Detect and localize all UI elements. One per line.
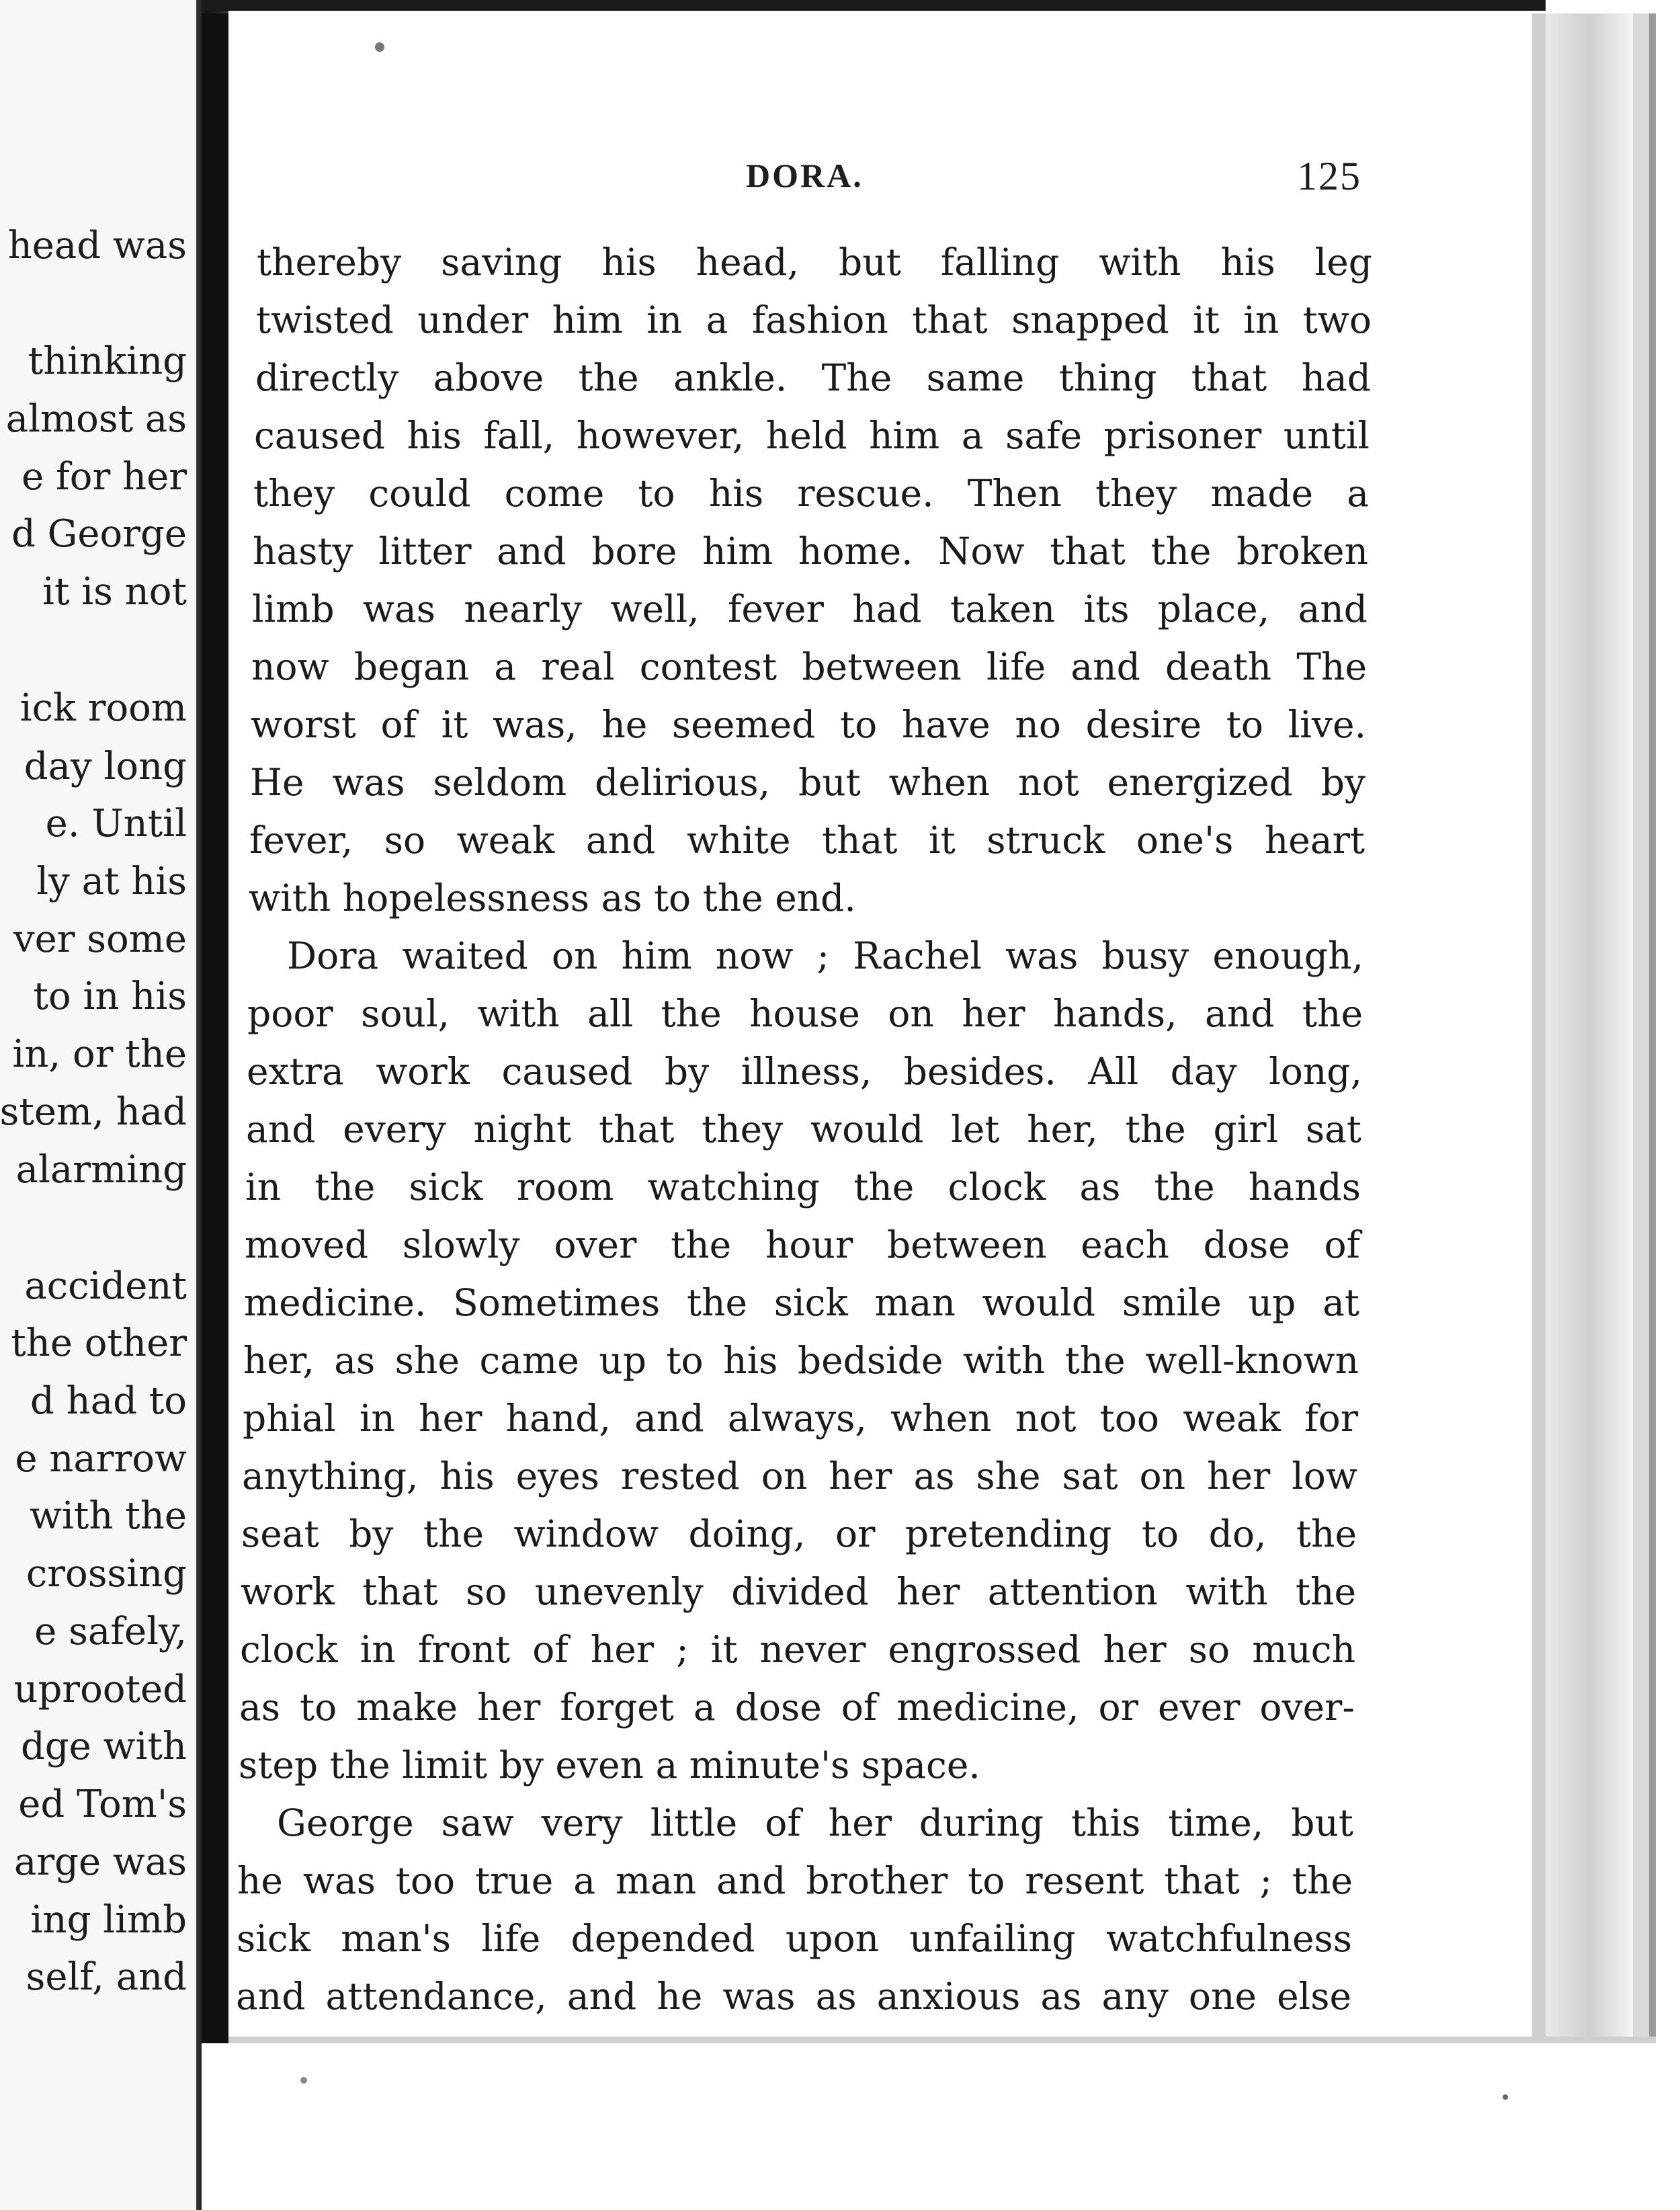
- text-line: hasty litter and bore him home. Now that the broken: [253, 530, 1368, 573]
- text-line: seat by the window doing, or pretending to do, the: [241, 1512, 1357, 1555]
- text-line: and every night that they would let her, the girl sat: [246, 1108, 1361, 1151]
- left-page-line: it is not: [42, 570, 187, 614]
- text-line: and attendance, and he was as anxious as any one else: [236, 1975, 1351, 2018]
- text-line: with hopelessness as to the end.: [249, 876, 856, 919]
- page-number: 125: [1297, 154, 1361, 198]
- left-page-line: in, or the: [12, 1032, 187, 1076]
- text-line: worst of it was, he seemed to have no desire to live.: [251, 703, 1366, 746]
- text-line: her, as she came up to his bedside with the well-known: [243, 1339, 1359, 1382]
- text-line: caused his fall, however, held him a safe prisoner until: [254, 414, 1370, 457]
- text-line: poor soul, with all the house on her hands, and the: [247, 992, 1363, 1035]
- text-line: anything, his eyes rested on her as she sat on her low: [242, 1455, 1357, 1498]
- text-line: they could come to his rescue. Then they made a: [253, 472, 1369, 515]
- left-page-line: e safely,: [34, 1610, 187, 1653]
- text-line: sick man's life depended upon unfailing watchfulness: [237, 1917, 1352, 1960]
- text-line: now began a real contest between life and death The: [251, 645, 1367, 688]
- left-page-line: alarming: [15, 1148, 187, 1192]
- text-line: work that so unevenly divided her attention with the: [241, 1570, 1356, 1613]
- left-page-line: e. Until: [45, 802, 187, 846]
- left-page-line: crossing: [26, 1552, 187, 1596]
- left-page-line: head was: [7, 224, 187, 268]
- left-page-line: stem, had: [0, 1090, 187, 1134]
- left-page-line: ly at his: [36, 860, 187, 903]
- left-page-line: accident: [24, 1264, 187, 1308]
- text-line: directly above the ankle. The same thing that had: [255, 356, 1371, 399]
- left-page-line: to in his: [33, 975, 187, 1018]
- left-page-line: d had to: [30, 1379, 187, 1423]
- left-page-line: uprooted: [13, 1668, 187, 1711]
- left-page-line: thinking: [28, 339, 187, 383]
- left-page-line: ing limb: [30, 1898, 187, 1942]
- text-line: George saw very little of her during this time, but: [277, 1801, 1353, 1844]
- text-line: Dora waited on him now ; Rachel was busy enough,: [287, 934, 1363, 977]
- text-line: in the sick room watching the clock as the hands: [245, 1165, 1361, 1209]
- left-page-line: self, and: [26, 1955, 187, 1999]
- left-page-line: the other: [11, 1321, 187, 1365]
- left-page-line: ick room: [19, 686, 187, 730]
- left-page-line: ver some: [13, 917, 187, 961]
- left-page-line: arge was: [13, 1840, 187, 1884]
- left-page-line: with the: [30, 1494, 187, 1538]
- left-page-line: dge with: [20, 1725, 187, 1768]
- text-line: thereby saving his head, but falling with his leg: [257, 241, 1372, 284]
- left-page-line: almost as: [5, 397, 187, 441]
- text-line: fever, so weak and white that it struck one's heart: [249, 819, 1365, 862]
- text-line: medicine. Sometimes the sick man would smile up at: [244, 1281, 1359, 1324]
- left-page-line: d George: [11, 512, 187, 556]
- left-page-line: day long: [24, 745, 187, 788]
- left-page-line: e narrow: [15, 1437, 187, 1481]
- text-line: limb was nearly well, fever had taken its place, and: [252, 587, 1368, 630]
- text-line: He was seldom delirious, but when not energized by: [250, 761, 1366, 804]
- left-page-line: e for her: [22, 455, 187, 499]
- text-line: moved slowly over the hour between each dose of: [245, 1223, 1360, 1266]
- text-line: extra work caused by illness, besides. All day long,: [247, 1050, 1362, 1093]
- running-head: DORA.: [746, 157, 864, 194]
- text-line: phial in her hand, and always, when not too weak for: [243, 1397, 1358, 1440]
- text-line: as to make her forget a dose of medicine, or ever over-: [239, 1686, 1355, 1729]
- text-line: he was too true a man and brother to resent that ; the: [237, 1859, 1353, 1902]
- text-line: twisted under him in a fashion that snapped it in two: [256, 298, 1372, 341]
- left-page-line: ed Tom's: [18, 1783, 187, 1826]
- text-line: step the limit by even a minute's space.: [239, 1744, 980, 1787]
- text-line: clock in front of her ; it never engrossed her so much: [240, 1628, 1355, 1671]
